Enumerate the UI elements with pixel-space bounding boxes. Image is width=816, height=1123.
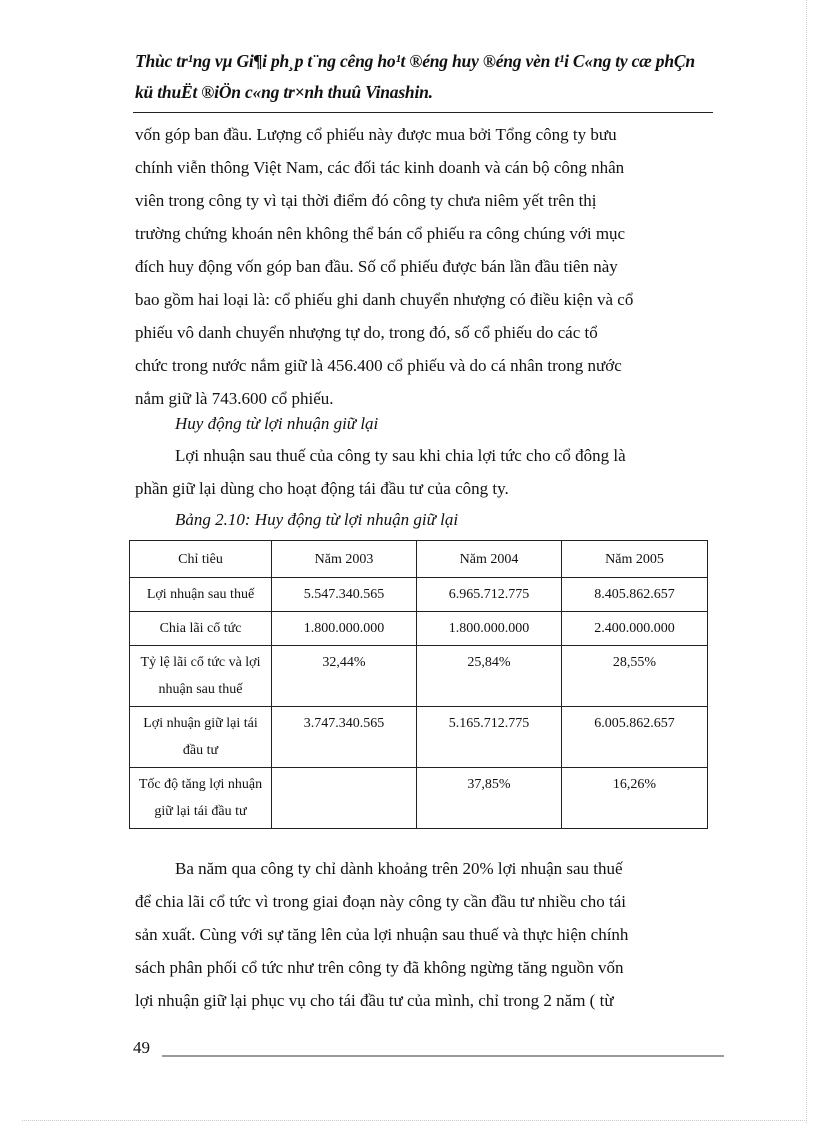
table-cell: 5.547.340.565 [272, 578, 417, 612]
row-label: Tốc độ tăng lợi nhuận giữ lại tái đầu tư [130, 768, 272, 829]
table-cell: 28,55% [562, 646, 708, 707]
table-cell: 16,26% [562, 768, 708, 829]
table-caption: Bảng 2.10: Huy động từ lợi nhuận giữ lại [175, 510, 459, 529]
text-line: sản xuất. Cùng với sự tăng lên của lợi nhuận sau thuế và thực hiện chính [135, 925, 629, 944]
table-header-row [130, 541, 708, 578]
text-line: vốn góp ban đầu. Lượng cổ phiếu này được mua bởi Tổng công ty bưu [135, 125, 617, 144]
text-line: đích huy động vốn góp ban đầu. Số cổ phiếu được bán lần đầu tiên này [135, 257, 618, 276]
text-line: để chia lãi cổ tức vì trong giai đoạn này công ty cần đầu tư nhiều cho tái [135, 892, 626, 911]
paragraph-dividend-policy [135, 852, 699, 1017]
row-label: Lợi nhuận giữ lại tái đầu tư [130, 707, 272, 768]
table-cell: 1.800.000.000 [417, 612, 562, 646]
table-cell: 6.005.862.657 [562, 707, 708, 768]
table-cell: 32,44% [272, 646, 417, 707]
table-cell: 2.400.000.000 [562, 612, 708, 646]
text-line: trường chứng khoán nên không thể bán cổ phiếu ra công chúng với mục [135, 224, 626, 243]
table-cell: 8.405.862.657 [562, 578, 708, 612]
table-row [130, 707, 708, 768]
table-cell: 37,85% [417, 768, 562, 829]
text-line: Ba năm qua công ty chỉ dành khoảng trên 20% lợi nhuận sau thuế [175, 859, 623, 878]
retained-earnings-table [129, 540, 708, 829]
table-cell: 1.800.000.000 [272, 612, 417, 646]
page-edge-bottom [22, 1120, 807, 1121]
text-line: phiếu vô danh chuyển nhượng tự do, trong đó, số cổ phiếu do các tổ [135, 323, 598, 342]
row-label: Tỷ lệ lãi cổ tức và lợi nhuận sau thuế [130, 646, 272, 707]
page-header-title: Thùc tr¹ng vµ Gi¶i ph¸p t¨ng cêng ho¹t ®éng huy ®éng vèn t¹i C«ng ty cæ phÇn kü thuËt ®iÖn c«ng tr×nh thuû Vinashin. [135, 51, 695, 102]
table-cell: 6.965.712.775 [417, 578, 562, 612]
text-line: nắm giữ là 743.600 cổ phiếu. [135, 389, 334, 408]
table-cell: 3.747.340.565 [272, 707, 417, 768]
text-line: phần giữ lại dùng cho hoạt động tái đầu tư của công ty. [135, 479, 509, 498]
section-heading: Huy động từ lợi nhuận giữ lại [175, 414, 379, 433]
table-row [130, 768, 708, 829]
column-header: Năm 2004 [417, 541, 562, 578]
table-cell: 5.165.712.775 [417, 707, 562, 768]
column-header: Năm 2003 [272, 541, 417, 578]
paragraph-retained-earnings [135, 439, 699, 505]
row-label: Chia lãi cổ tức [130, 612, 272, 646]
page-number: 49 [133, 1038, 150, 1057]
table-row [130, 578, 708, 612]
row-label: Lợi nhuận sau thuế [130, 578, 272, 612]
text-line: Lợi nhuận sau thuế của công ty sau khi chia lợi tức cho cổ đông là [175, 446, 626, 465]
paragraph-shares [135, 118, 699, 415]
text-line: chức trong nước nắm giữ là 456.400 cổ phiếu và do cá nhân trong nước [135, 356, 622, 375]
column-header: Năm 2005 [562, 541, 708, 578]
text-line: viên trong công ty vì tại thời điểm đó công ty chưa niêm yết trên thị [135, 191, 597, 210]
page-edge-right [806, 0, 807, 1123]
footer-divider [162, 1055, 724, 1057]
text-line: lợi nhuận giữ lại phục vụ cho tái đầu tư của mình, chỉ trong 2 năm ( từ [135, 991, 614, 1010]
table-cell: 25,84% [417, 646, 562, 707]
text-line: chính viễn thông Việt Nam, các đối tác kinh doanh và cán bộ công nhân [135, 158, 625, 177]
text-line: sách phân phối cổ tức như trên công ty đã không ngừng tăng nguồn vốn [135, 958, 624, 977]
column-header: Chỉ tiêu [130, 541, 272, 578]
table-cell [272, 768, 417, 829]
table-row [130, 612, 708, 646]
header-divider [133, 112, 713, 113]
text-line: bao gồm hai loại là: cổ phiếu ghi danh chuyển nhượng có điều kiện và cổ [135, 290, 634, 309]
table-row [130, 646, 708, 707]
